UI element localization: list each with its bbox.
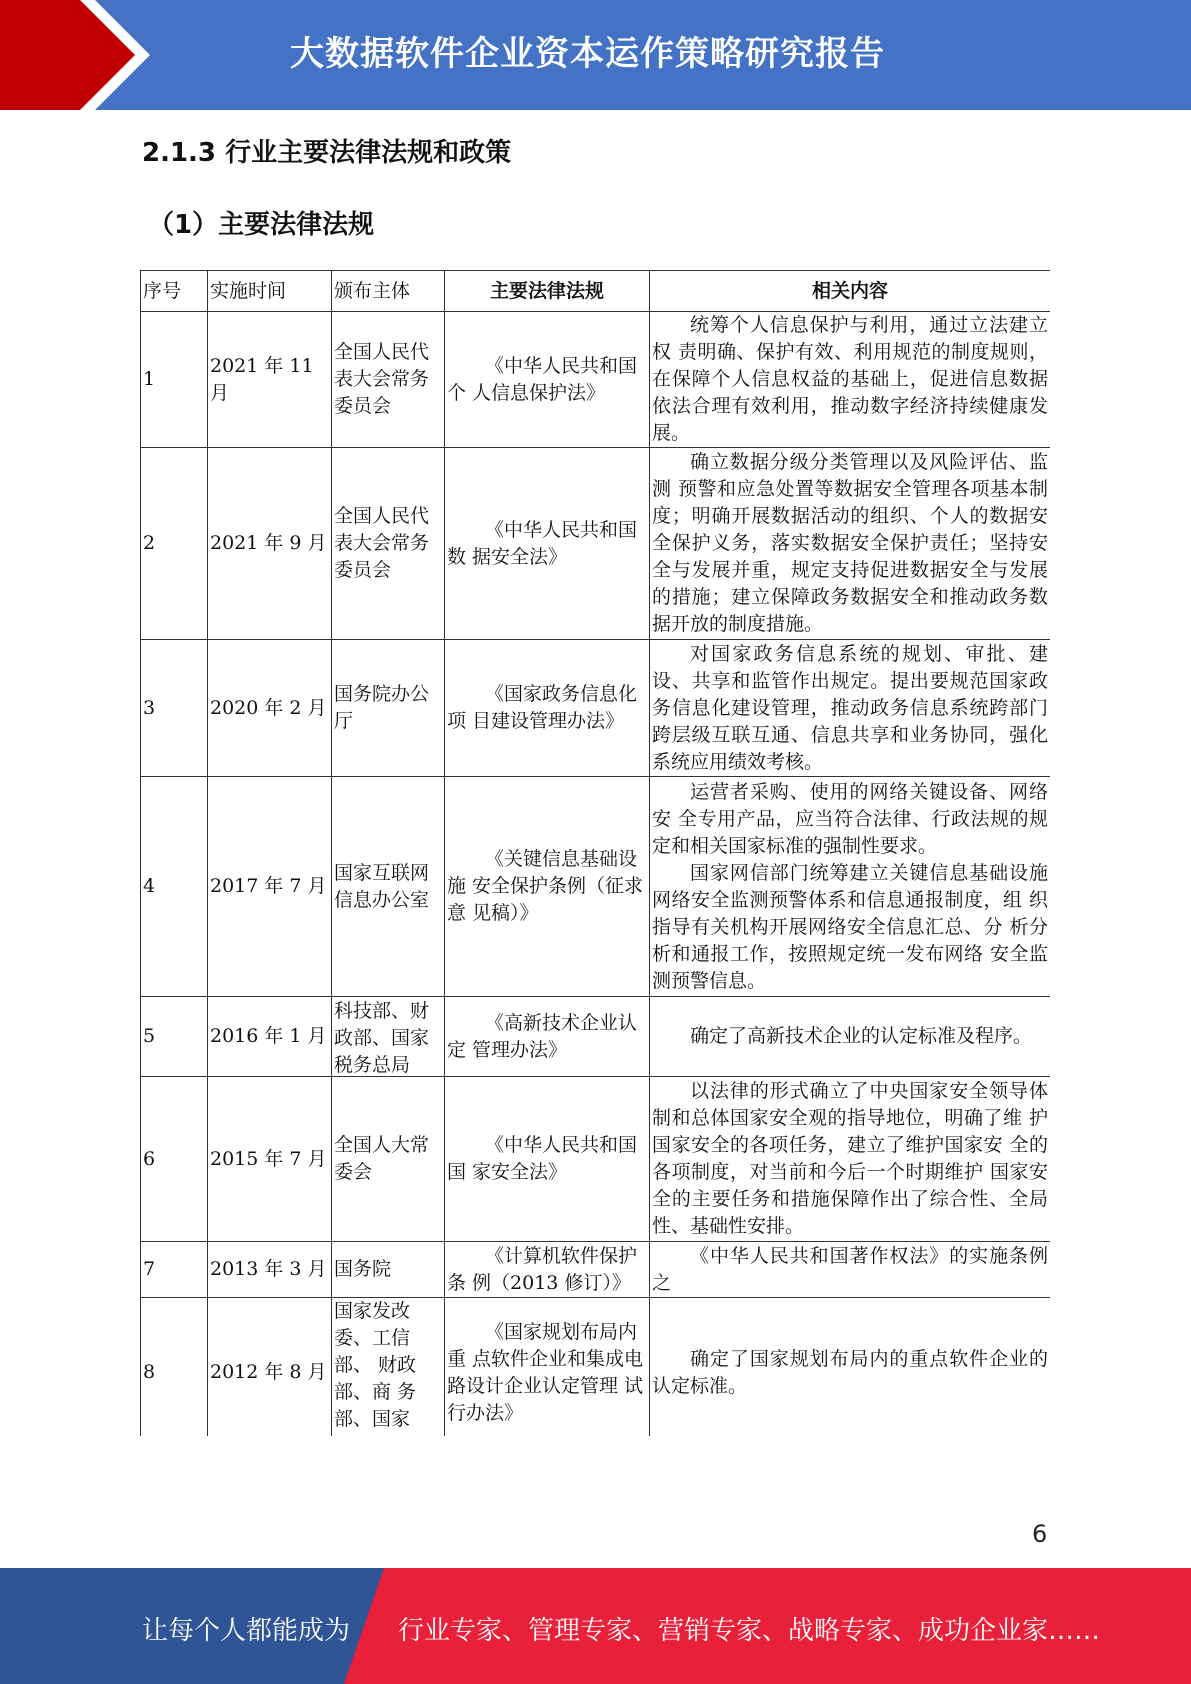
law-text: 《国家政务信息化项 目建设管理办法》 xyxy=(447,683,638,732)
cell-law xyxy=(445,448,650,640)
content-text: 确定了国家规划布局内的重点软件企业的 认定标准。 xyxy=(652,1347,1048,1397)
col-header-content: 相关内容 xyxy=(650,271,1051,312)
cell-no: 3 xyxy=(141,640,208,777)
content-text: 确定了高新技术企业的认定标准及程序。 xyxy=(690,1025,1033,1047)
cell-issuer: 国家互联网信息办公室 xyxy=(332,777,445,997)
col-header-issuer: 颁布主体 xyxy=(332,271,445,312)
content-text: 对国家政务信息系统的规划、审批、建设、共享和监管作出规定。提出要规范国家政务信息化建设管理，推动政务信息系统跨部门跨层级互联互通、信息共享和业务协同，强化系统应用绩效考核。 xyxy=(652,642,1048,773)
law-text: 《计算机软件保护条 例（2013 修订）》 xyxy=(447,1244,638,1294)
footer-slogan-right: 行业专家、管理专家、营销专家、战略专家、成功企业家…… xyxy=(398,1616,1101,1646)
table-row xyxy=(141,640,1051,777)
cell-date: 2017 年 7 月 xyxy=(208,777,332,997)
issuer-text: 科技部、财政部、国家税务总局 xyxy=(334,999,430,1076)
cell-no: 4 xyxy=(141,777,208,997)
table-row xyxy=(141,777,1051,997)
table-row xyxy=(141,997,1051,1077)
table-row xyxy=(141,1077,1051,1242)
law-text: 《关键信息基础设施 安全保护条例（征求意 见稿）》 xyxy=(447,848,644,924)
cell-law xyxy=(445,997,650,1077)
cell-issuer: 全国人大常委会 xyxy=(332,1077,445,1242)
cell-no: 5 xyxy=(141,997,208,1077)
cell-law xyxy=(445,777,650,997)
table-row xyxy=(141,448,1051,640)
cell-no: 7 xyxy=(141,1242,208,1298)
cell-date: 2021 年 9 月 xyxy=(208,448,332,640)
sub-heading: （1）主要法律法规 xyxy=(148,210,375,240)
content-text: 《中华人民共和国著作权法》的实施条例之 xyxy=(652,1244,1048,1294)
cell-law xyxy=(445,1242,650,1298)
law-text: 《中华人民共和国数 据安全法》 xyxy=(447,518,638,568)
table-row xyxy=(141,1242,1051,1298)
footer-banner xyxy=(0,1568,1191,1684)
cell-issuer: 全国人民代表大会常务委员会 xyxy=(332,312,445,448)
cell-date: 2021 年 11 月 xyxy=(208,312,332,448)
cell-content xyxy=(650,1242,1051,1298)
cell-date: 2015 年 7 月 xyxy=(208,1077,332,1242)
laws-table-container xyxy=(140,270,1050,1436)
cell-no: 8 xyxy=(141,1298,208,1437)
content-text-2: 国家网信部门统筹建立关键信息基础设施 网络安全监测预警体系和信息通报制度，组 织指导有关机构开展网络安全信息汇总、分 析分析和通报工作，按照规定统一发布网络 安全监测预警信息。 xyxy=(652,861,1048,992)
cell-law xyxy=(445,640,650,777)
laws-table xyxy=(140,270,1050,1436)
cell-law xyxy=(445,1077,650,1242)
cell-date: 2020 年 2 月 xyxy=(208,640,332,777)
content-text: 确立数据分级分类管理以及风险评估、监测 预警和应急处置等数据安全管理各项基本制度；明确开展数据活动的组织、个人的数据安全保护义务，落实数据安全保护责任；坚持安全与发展并重，规定支持促进数据安全与发展的措施；建立保障政务数据安全和推动政务数据开放的制度措施。 xyxy=(652,451,1048,635)
cell-date: 2012 年 8 月 xyxy=(208,1298,332,1437)
cell-content xyxy=(650,448,1051,640)
cell-law xyxy=(445,1298,650,1437)
cell-content xyxy=(650,997,1051,1077)
header-banner xyxy=(0,0,1191,110)
cell-content xyxy=(650,777,1051,997)
content-text: 运营者采购、使用的网络关键设备、网络安 全专用产品，应当符合法律、行政法规的规 定和相关国家标准的强制性要求。 xyxy=(652,780,1048,857)
col-header-no: 序号 xyxy=(141,271,208,312)
cell-issuer: 国务院 xyxy=(332,1242,445,1298)
table-row xyxy=(141,312,1051,448)
cell-content xyxy=(650,1298,1051,1437)
law-text: 《中华人民共和国国 家安全法》 xyxy=(447,1134,638,1183)
col-header-date: 实施时间 xyxy=(208,271,332,312)
table-header-row xyxy=(141,271,1051,312)
cell-content xyxy=(650,1077,1051,1242)
cell-content xyxy=(650,312,1051,448)
cell-issuer xyxy=(332,997,445,1077)
footer-slogan-left: 让每个人都能成为 xyxy=(142,1616,351,1646)
cell-law xyxy=(445,312,650,448)
cell-issuer: 全国人民代表大会常务委员会 xyxy=(332,448,445,640)
issuer-text: 国家发改委、工信部、 财政部、商 务部、国家 xyxy=(334,1300,417,1430)
table-row xyxy=(141,1298,1051,1437)
cell-date: 2013 年 3 月 xyxy=(208,1242,332,1298)
section-heading: 2.1.3 行业主要法律法规和政策 xyxy=(142,138,512,168)
report-title: 大数据软件企业资本运作策略研究报告 xyxy=(290,34,885,74)
cell-content xyxy=(650,640,1051,777)
page-number: 6 xyxy=(1032,1520,1048,1548)
cell-issuer xyxy=(332,1298,445,1437)
cell-no: 6 xyxy=(141,1077,208,1242)
law-text: 《高新技术企业认定 管理办法》 xyxy=(447,1011,638,1061)
law-text: 《国家规划布局内重 点软件企业和集成电 路设计企业认定管理 试行办法》 xyxy=(447,1320,644,1424)
col-header-law: 主要法律法规 xyxy=(445,271,650,312)
cell-no: 2 xyxy=(141,448,208,640)
content-text: 以法律的形式确立了中央国家安全领导体 制和总体国家安全观的指导地位，明确了维 护国家安全的各项任务，建立了维护国家安 全的各项制度，对当前和今后一个时期维护 国家安全的主要任务和措施保障作出了综合性、全局性、基础性安排。 xyxy=(652,1080,1048,1237)
content-text: 统筹个人信息保护与利用，通过立法建立权 责明确、保护有效、利用规范的制度规则，在保障个人信息权益的基础上，促进信息数据依法合理有效利用，推动数字经济持续健康发展。 xyxy=(652,314,1048,444)
cell-no: 1 xyxy=(141,312,208,448)
cell-date: 2016 年 1 月 xyxy=(208,997,332,1077)
law-text: 《中华人民共和国个 人信息保护法》 xyxy=(447,354,638,404)
cell-issuer: 国务院办公厅 xyxy=(332,640,445,777)
